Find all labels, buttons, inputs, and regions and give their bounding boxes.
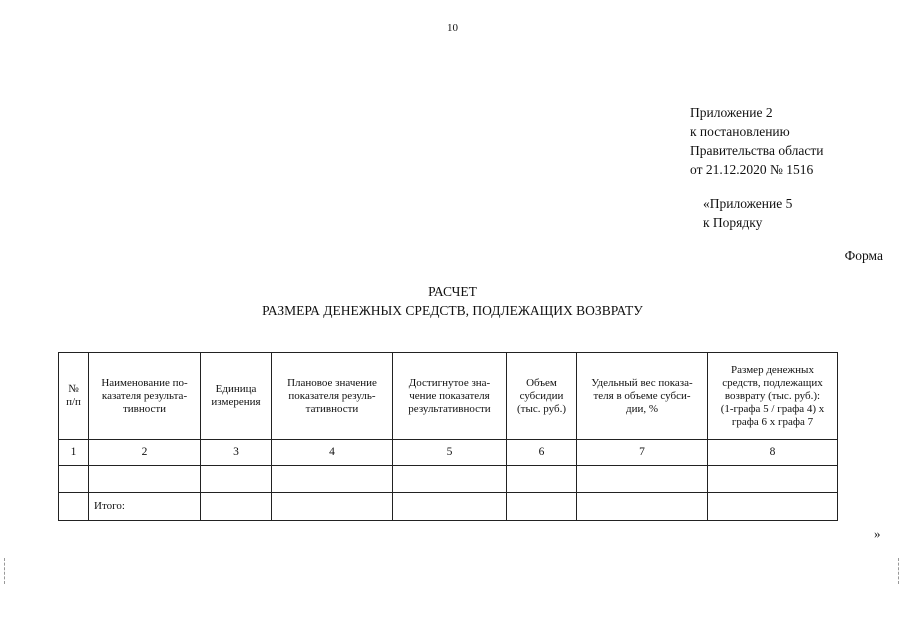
header-cell: № п/п	[59, 353, 89, 440]
table-cell	[89, 466, 201, 493]
closing-quote: »	[874, 526, 881, 541]
annex5-line-1: «Приложение 5	[703, 196, 793, 211]
header-cell: Достигнутое зна- чение показателя результативности	[393, 353, 507, 440]
left-edge-mark	[4, 558, 6, 584]
calculation-table	[58, 352, 838, 521]
table-cell	[393, 466, 507, 493]
right-edge-mark	[898, 558, 900, 584]
annex5-line-2: к Порядку	[703, 215, 763, 230]
column-number: 6	[507, 440, 577, 466]
annex-line-2: к постановлению	[690, 124, 790, 139]
column-number: 8	[708, 440, 838, 466]
table-cell	[272, 466, 393, 493]
title-line-2: РАЗМЕРА ДЕНЕЖНЫХ СРЕДСТВ, ПОДЛЕЖАЩИХ ВОЗВРАТУ	[262, 303, 643, 318]
header-cell: Размер денежных средств, подлежащих возврату (тыс. руб.): (1-графа 5 / графа 4) х графа 6 х графа 7	[708, 353, 838, 440]
table-cell	[201, 466, 272, 493]
header-cell: Единица измерения	[201, 353, 272, 440]
table-cell	[507, 466, 577, 493]
annex-line-4: от 21.12.2020 № 1516	[690, 162, 814, 177]
column-number: 2	[89, 440, 201, 466]
annex-block	[690, 103, 823, 179]
table-cell	[393, 493, 507, 521]
column-number: 5	[393, 440, 507, 466]
column-number: 7	[577, 440, 708, 466]
header-cell: Удельный вес показа- теля в объеме субси- дии, %	[577, 353, 708, 440]
total-row	[59, 493, 838, 521]
table-cell	[272, 493, 393, 521]
page-number: 10	[447, 22, 458, 34]
annex-line-3: Правительства области	[690, 143, 824, 158]
table-cell	[59, 466, 89, 493]
header-cell: Объем субсидии (тыс. руб.)	[507, 353, 577, 440]
form-label: Форма	[844, 248, 883, 263]
total-label: Итого:	[89, 493, 201, 521]
column-number: 4	[272, 440, 393, 466]
table-cell	[708, 493, 838, 521]
table-cell	[577, 493, 708, 521]
title-line-1: РАСЧЕТ	[428, 284, 477, 299]
table-cell	[59, 493, 89, 521]
header-cell: Плановое значение показателя резуль- тативности	[272, 353, 393, 440]
annex5-block	[703, 194, 792, 232]
header-row	[59, 353, 838, 440]
document-title	[0, 282, 905, 320]
column-number: 3	[201, 440, 272, 466]
annex-line-1: Приложение 2	[690, 105, 773, 120]
table-cell	[507, 493, 577, 521]
empty-row	[59, 466, 838, 493]
header-cell: Наименование по- казателя результа- тивности	[89, 353, 201, 440]
table-cell	[201, 493, 272, 521]
column-number-row	[59, 440, 838, 466]
column-number: 1	[59, 440, 89, 466]
table-cell	[708, 466, 838, 493]
table-cell	[577, 466, 708, 493]
